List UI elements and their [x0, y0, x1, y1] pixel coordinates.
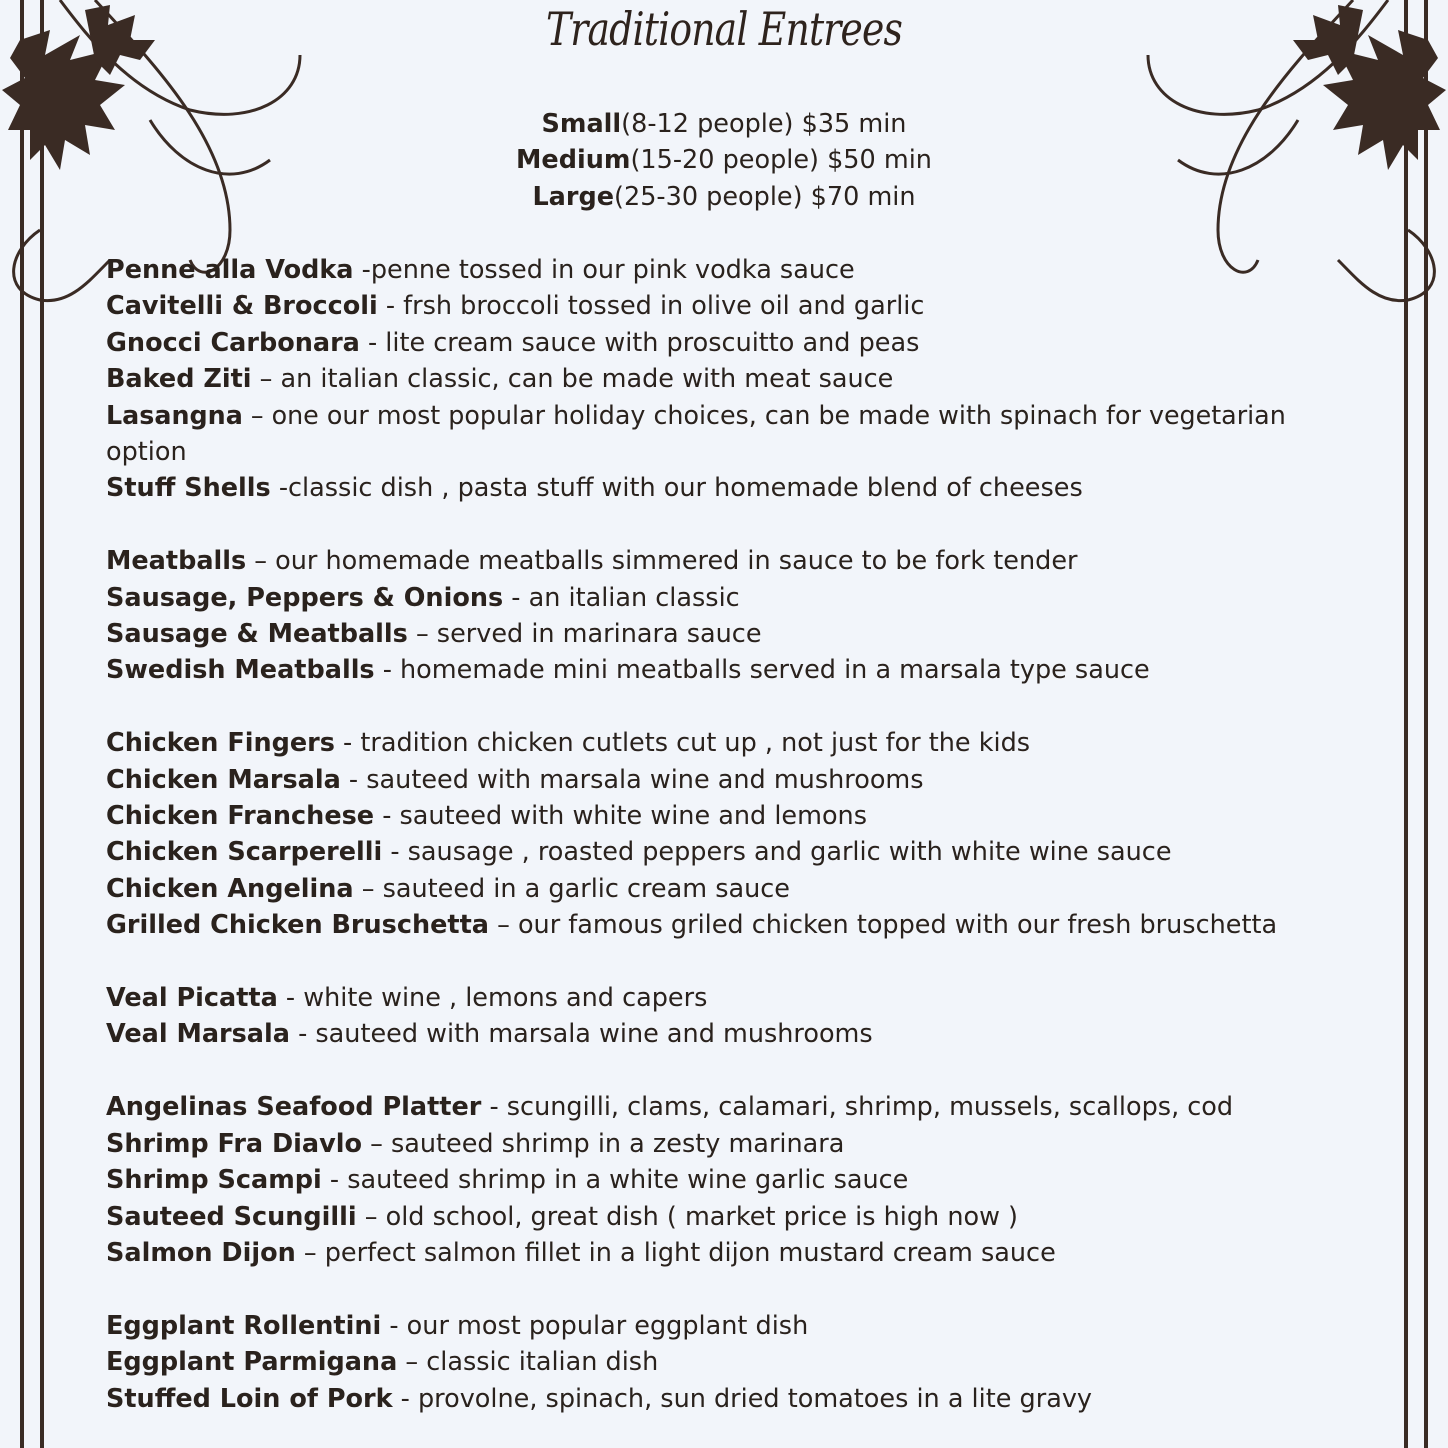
item-description: – sauteed shrimp in a zesty marinara [361, 1128, 845, 1159]
item-name: Stuff Shells [106, 473, 271, 504]
group-spacer [106, 1271, 1286, 1307]
item-name: Sausage, Peppers & Onions [106, 582, 504, 613]
group-spacer [106, 944, 1286, 980]
menu-item [106, 288, 1286, 324]
item-name: Baked Ziti [106, 364, 252, 395]
item-name: Chicken Scarperelli [106, 837, 383, 868]
size-label: Large [532, 181, 615, 212]
item-name: Swedish Meatballs [106, 655, 375, 686]
menu-item [106, 1235, 1286, 1271]
menu-item [106, 652, 1286, 688]
size-label: Medium [516, 145, 631, 176]
item-description: – one our most popular holiday choices, can be made with spinach for vegetarian [242, 400, 1286, 431]
item-description: - scungilli, clams, calamari, shrimp, mussels, scallops, cod [481, 1092, 1234, 1123]
item-description: - lite cream sauce with proscuitto and peas [359, 327, 920, 358]
item-description: - sauteed shrimp in a white wine garlic sauce [321, 1165, 909, 1196]
item-name: Gnocci Carbonara [106, 327, 360, 358]
entree-list [106, 252, 1286, 1417]
item-name: Sauteed Scungilli [106, 1201, 357, 1232]
item-description: – old school, great dish ( market price is high now ) [356, 1201, 1018, 1232]
item-name: Meatballs [106, 546, 247, 577]
menu-item-continuation: option [106, 437, 187, 468]
menu-item [106, 834, 1286, 870]
item-description: - tradition chicken cutlets cut up , not just for the kids [334, 728, 1031, 759]
menu-item [106, 1126, 1286, 1162]
group-spacer [106, 689, 1286, 725]
menu-item [106, 980, 1286, 1016]
item-description: - white wine , lemons and capers [277, 983, 708, 1014]
menu-item [106, 580, 1286, 616]
menu-item [106, 1199, 1286, 1235]
menu-item [106, 1344, 1286, 1380]
item-description: - our most popular eggplant dish [381, 1310, 809, 1341]
item-description: – our famous griled chicken topped with our fresh bruschetta [488, 910, 1278, 941]
item-name: Stuffed Loin of Pork [106, 1383, 393, 1414]
group-spacer [106, 1053, 1286, 1089]
item-description: - sauteed with white wine and lemons [374, 801, 867, 832]
size-detail: (8-12 people) $35 min [621, 109, 907, 139]
item-name: Eggplant Rollentini [106, 1310, 382, 1341]
menu-item [106, 1162, 1286, 1198]
item-name: Sausage & Meatballs [106, 619, 408, 650]
item-name: Chicken Angelina [106, 873, 354, 904]
item-description: – an italian classic, can be made with meat sauce [251, 364, 894, 395]
menu-item [106, 1381, 1286, 1417]
item-name: Shrimp Scampi [106, 1165, 322, 1196]
menu-item [106, 361, 1286, 397]
menu-item [106, 470, 1286, 506]
size-detail: (15-20 people) $50 min [630, 145, 932, 176]
item-name: Penne alla Vodka [106, 255, 354, 285]
item-description: – served in marinara sauce [407, 619, 762, 650]
item-description: -classic dish , pasta stuff with our homemade blend of cheeses [270, 473, 1083, 504]
menu-item [106, 543, 1286, 579]
menu-item [106, 325, 1286, 361]
item-name: Chicken Franchese [106, 801, 375, 832]
item-name: Chicken Marsala [106, 764, 341, 795]
item-description: - sauteed with marsala wine and mushrooms [289, 1019, 873, 1050]
menu-item [106, 398, 1286, 434]
item-description: - frsh broccoli tossed in olive oil and garlic [377, 291, 925, 322]
size-pricing [0, 106, 1448, 215]
menu-item [106, 252, 1286, 288]
menu-item [106, 798, 1286, 834]
item-name: Shrimp Fra Diavlo [106, 1128, 362, 1159]
item-name: Lasangna [106, 400, 243, 431]
item-description: – classic italian dish [397, 1347, 659, 1378]
item-description: - an italian classic [503, 582, 740, 613]
menu-item [106, 725, 1286, 761]
menu-item [106, 762, 1286, 798]
item-name: Grilled Chicken Bruschetta [106, 910, 489, 941]
item-name: Eggplant Parmigana [106, 1347, 398, 1378]
item-name: Veal Marsala [106, 1019, 290, 1050]
item-name: Chicken Fingers [106, 728, 335, 759]
item-name: Veal Picatta [106, 983, 278, 1014]
item-description: – sauteed in a garlic cream sauce [353, 873, 790, 904]
menu-item [106, 616, 1286, 652]
item-description: – perfect salmon fillet in a light dijon mustard cream sauce [295, 1237, 1056, 1268]
item-description: - sausage , roasted peppers and garlic with white wine sauce [382, 837, 1172, 868]
item-name: Salmon Dijon [106, 1237, 296, 1268]
menu-item [106, 1308, 1286, 1344]
item-description: - provolne, spinach, sun dried tomatoes in a lite gravy [392, 1383, 1092, 1414]
item-name: Cavitelli & Broccoli [106, 291, 378, 322]
item-description: - sauteed with marsala wine and mushrooms [340, 764, 924, 795]
item-name: Angelinas Seafood Platter [106, 1092, 482, 1123]
menu-item [106, 1089, 1286, 1125]
item-description: - homemade mini meatballs served in a marsala type sauce [374, 655, 1150, 686]
item-description: -penne tossed in our pink vodka sauce [353, 255, 855, 285]
group-spacer [106, 507, 1286, 543]
item-description: – our homemade meatballs simmered in sauce to be fork tender [246, 546, 1078, 577]
size-detail: (25-30 people) $70 min [614, 181, 916, 212]
size-label: Small [541, 109, 622, 139]
page-title: Traditional Entrees [545, 2, 903, 56]
size-line [0, 106, 1448, 142]
size-line [0, 179, 1448, 215]
size-line [0, 142, 1448, 178]
menu-item [106, 1016, 1286, 1052]
menu-item [106, 907, 1286, 943]
menu-item [106, 871, 1286, 907]
